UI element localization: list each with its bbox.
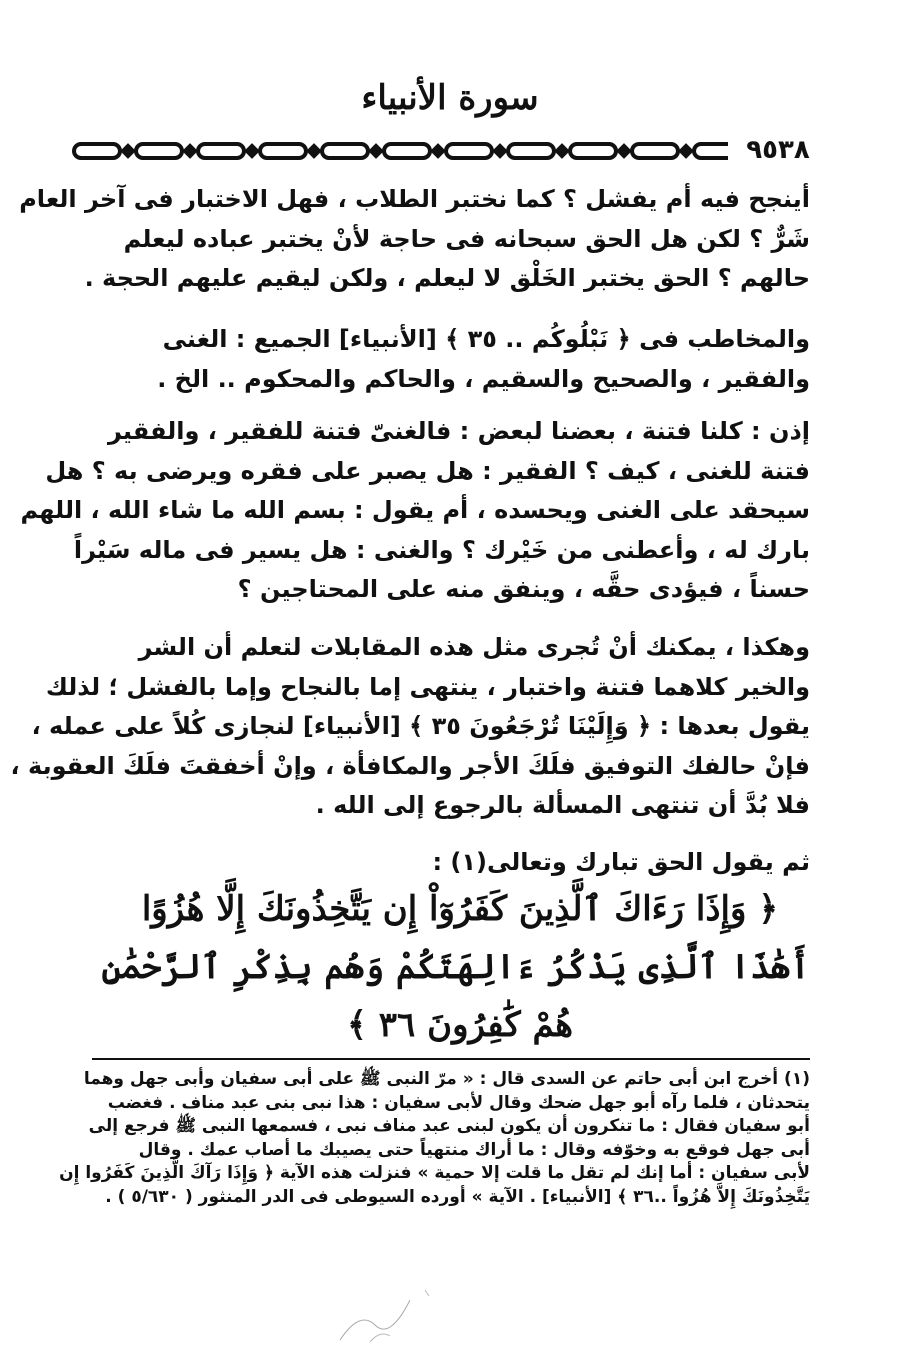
paragraph-1 (19, 180, 810, 299)
footnote-line: لأبى سفيان : أما إنك لم تقل ما قلت إلا حمية » فنزلت هذه الآية ﴿ وَإِذَا رَآكَ الَّذِينَ كَفَرُوا إِن (59, 1163, 810, 1183)
text-line: فإنْ حالفك التوفيق فلَكَ الأجر والمكافأة ، وإنْ أخفقتَ فلَكَ العقوبة ، (10, 751, 810, 780)
footnote-line: (١) أخرج ابن أبى حاتم عن السدى قال : « مرّ النبى ﷺ على أبى سفيان وأبى جهل وهما (83, 1069, 810, 1089)
page-number: ٩٥٣٨ (728, 136, 828, 164)
text-line: حسناً ، فيؤدى حقَّه ، وينفق منه على المحتاجين ؟ (237, 575, 810, 603)
text-line: بارك له ، وأعطنى من خَيْرك ؟ والغنى : هل يسير فى ماله سَيْراً (73, 535, 810, 564)
verse-line: أَهَٰذَا ٱلَّذِى يَذْكُرُ ءَالِهَتَكُمْ وَهُم بِذِكْرِ ٱلرَّحْمَٰنِ (101, 947, 810, 987)
text-line: حالهم ؟ الحق يختبر الخَلْق لا ليعلم ، ولكن ليقيم عليهم الحجة . (84, 264, 810, 292)
paragraph-4 (10, 628, 810, 826)
paragraph-2 (80, 320, 810, 399)
text-line: فتنة للغنى ، كيف ؟ الفقير : هل يصبر على فقره ويرضى به ؟ هل (45, 456, 810, 485)
text-line: سيحقد على الغنى ويحسده ، أم يقول : بسم الله ما شاء الله ، اللهم (20, 496, 810, 524)
paragraph-5 (80, 843, 810, 883)
text-line: فلا بُدَّ أن تنتهى المسألة بالرجوع إلى الله . (315, 791, 810, 819)
footnote-line: أبى جهل فوقع به وخوّفه وقال : ما أراك منتهياً حتى يصيبك ما أصاب عمك . وقال (138, 1139, 810, 1160)
text-line: يقول بعدها : ﴿ وَإِلَيْنَا تُرْجَعُونَ ٣٥ ﴾ [الأنبياء] لنجازى كُلاً على عمله ، (31, 712, 810, 740)
chain-ornament-icon (70, 136, 830, 166)
text-line: أينجح فيه أم يفشل ؟ كما نختبر الطلاب ، فهل الاختبار فى آخر العام (19, 185, 810, 213)
text-line: والفقير ، والصحيح والسقيم ، والحاكم والمحكوم .. الخ . (157, 364, 810, 393)
paragraph-3 (20, 412, 810, 610)
text-line: شَرٌّ ؟ لكن هل الحق سبحانه فى حاجة لأنْ يختبر عباده ليعلم (123, 224, 810, 253)
footnote-line: أبو سفيان فقال : ما تنكرون أن يكون لبنى عبد مناف نبى ، فسمعها النبى ﷺ فرجع إلى (88, 1116, 810, 1136)
footnote-line: يَتَّخِذُونَكَ إِلاَّ هُزُواً ..٣٦ ﴾ [الأنبياء] . الآية » أورده السيوطى فى الدر المنثور ( ٥/٦٣٠ ) . (105, 1186, 810, 1207)
text-line: ثم يقول الحق تبارك وتعالى(١) : (432, 848, 810, 876)
quran-verse (101, 880, 810, 1054)
verse-line: ﴿ وَإِذَا رَءَاكَ ٱلَّذِينَ كَفَرُوٓاْ إِن يَتَّخِذُونَكَ إِلَّا هُزُوًا (141, 889, 779, 929)
header-ornament-border (70, 136, 830, 166)
pencil-mark-icon (330, 1270, 450, 1350)
text-line: والمخاطب فى ﴿ نَبْلُوكُم .. ٣٥ ﴾ [الأنبياء] الجميع : الغنى (162, 325, 810, 353)
footnote (59, 1068, 810, 1209)
verse-line: هُمْ كَٰفِرُونَ ٣٦ ﴾ (346, 1005, 574, 1045)
footnote-line: يتحدثان ، فلما رآه أبو جهل ضحك وقال لأبى سفيان : هذا نبى بنى عبد مناف . فغضب (107, 1092, 810, 1113)
text-line: وهكذا ، يمكنك أنْ تُجرى مثل هذه المقابلات لتعلم أن الشر (138, 633, 810, 661)
text-line: إذن : كلنا فتنة ، بعضنا لبعض : فالغنىّ فتنة للفقير ، والفقير (108, 417, 810, 445)
footnote-divider (92, 1058, 810, 1060)
text-line: والخير كلاهما فتنة واختبار ، ينتهى إما بالنجاح وإما بالفشل ؛ لذلك (45, 672, 810, 701)
surah-title: سورة الأنبياء (361, 78, 539, 118)
